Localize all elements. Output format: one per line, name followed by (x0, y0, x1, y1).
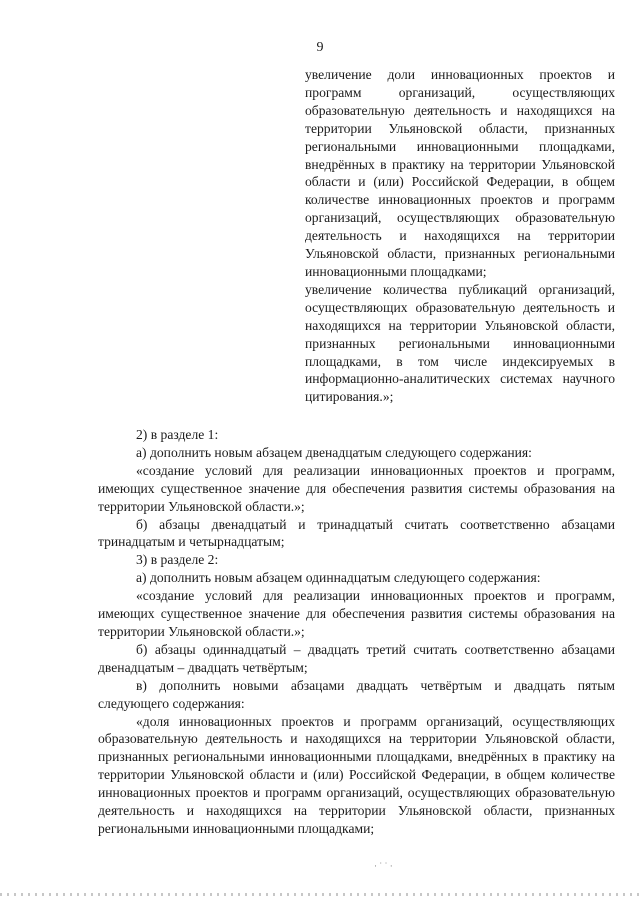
item-3v: в) дополнить новыми абзацами двадцать четвёртым и двадцать пятым следующего содержания: (98, 677, 615, 711)
item-2-heading: 2) в разделе 1: (136, 427, 219, 442)
page-number: 9 (316, 40, 324, 55)
scan-edge-dots (0, 893, 640, 896)
continued-text-block (305, 66, 615, 406)
item-3a: а) дополнить новым абзацем одиннадцатым следующего содержания: (136, 570, 541, 586)
amendments-body (98, 426, 615, 838)
scan-artifact: · ˙ ˙ · (374, 861, 393, 871)
paragraph-innovation-share: увеличение доли инновационных проектов и программ организаций, осуществляющих образовательную деятельность и находящихся на территории Ульяновской области, признанных региональными инновационными площадками, внедрённых в практику на территории Ульяновской области и (или) Российской Федерации, в общем количестве инновационных проектов и программ организаций, осуществляющих образовательную деятельность и находящихся на территории Ульяновской области, признанных региональными инновационными площадками; (305, 67, 615, 279)
item-3b: б) абзацы одиннадцатый – двадцать третий считать соответственно абзацами двенадцатым – двадцать четвёртым; (98, 641, 615, 675)
paragraph-publications: увеличение количества публикаций организаций, осуществляющих образовательную деятельность и находящихся на территории Ульяновской области, признанных региональными инновационными площадками, в том числе индексируемых в информационно-аналитических системах научного цитирования.»; (305, 281, 615, 405)
item-2a: а) дополнить новым абзацем двенадцатым следующего содержания: (136, 444, 532, 460)
item-2a-quote: «создание условий для реализации инновационных проектов и программ, имеющих существенное значение для обеспечения развития системы образования на территории Ульяновской области.»; (98, 462, 615, 514)
item-2b: б) абзацы двенадцатый и тринадцатый считать соответственно абзацами тринадцатым и четырнадцатым; (98, 516, 615, 550)
item-3a-quote: «создание условий для реализации инновационных проектов и программ, имеющих существенное значение для обеспечения развития системы образования на территории Ульяновской области.»; (98, 588, 615, 639)
item-3v-quote: «доля инновационных проектов и программ организаций, осуществляющих образовательную деятельность и находящихся на территории Ульяновской области, признанных региональными инновационными площадками, внедрённых в практику на территории Ульяновской области и (или) Российской Федерации, в общем количестве инновационных проектов и программ организаций, осуществляющих образовательную деятельность и находящихся на территории Ульяновской области, признанных региональными инновационными площадками; (98, 713, 615, 836)
item-3-heading: 3) в разделе 2: (136, 552, 219, 568)
